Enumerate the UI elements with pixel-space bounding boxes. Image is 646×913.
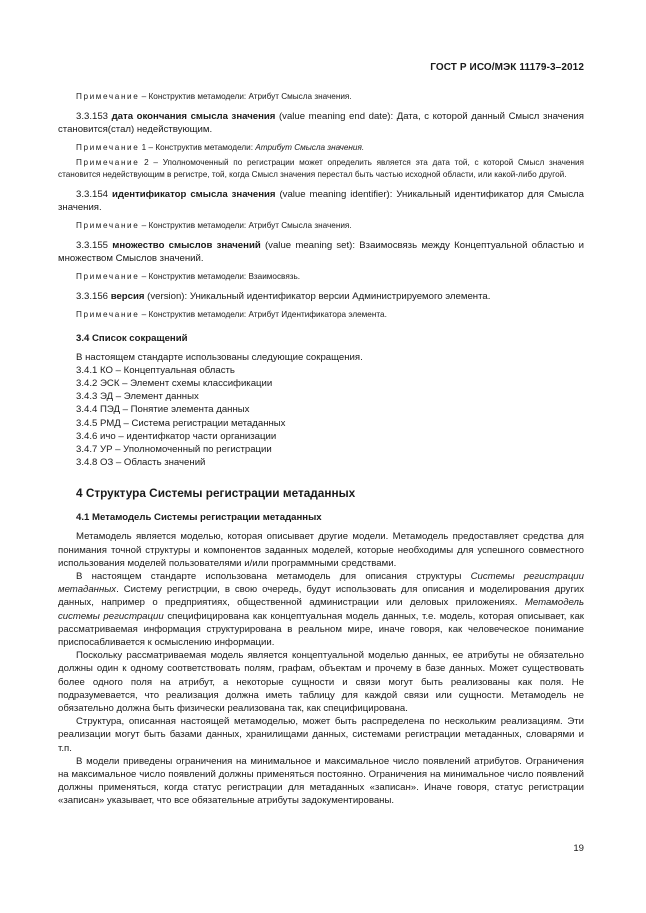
list-item: 3.4.7 УР – Уполномоченный по регистрации: [76, 444, 272, 455]
section-title-abbreviations: 3.4 Список сокращений: [76, 332, 188, 344]
paragraph: Метамодель является моделью, которая описывает другие модели. Метамодель предоставляет средства для понимания точной структуры и компонентов заданных моделей, которые необходимы для успешного совместного использования моделей пользователями и/или программными средствами.: [58, 531, 584, 569]
subsection-title: 4.1 Метамодель Системы регистрации метаданных: [76, 512, 322, 524]
note: Примечание – Конструктив метамодели: Атрибут Идентификатора элемента.: [76, 309, 387, 319]
note: Примечание – Конструктив метамодели: Взаимосвязь.: [76, 272, 301, 282]
paragraph: В настоящем стандарте использована метамодель для описания структуры Системы регистрации метаданных. Систему регистрции, в свою очередь, будут использовать для описания и моделирования других данных, например о предприятиях, общественной администрации или деловых приложениях. Метамодель системы регистрации специфицирована как концептуальная модель данных, т.е. модель, которая описывает, как рассматриваемая информация структурирована в реальном мире, иначе говоря, как человеческое понимание приспосабливается к осмыслению информации.: [58, 571, 584, 649]
note-label: Примечание: [76, 272, 140, 282]
term-3-3-153: 3.3.153 дата окончания смысла значения (value meaning end date): Дата, с которой данный Смысл значения становится(стал) недействующим.: [58, 110, 584, 135]
note-label: Примечание: [76, 309, 140, 319]
note-label: Примечание: [76, 221, 140, 231]
page-content: [58, 91, 584, 808]
note: Примечание 2 – Уполномоченный по регистрации может определить является эта дата той, с которой Смысл значения становится недействующим в регистре, той, когда Смысл значения перестал быть частью исходной области, или какой-либо другой.: [58, 157, 584, 180]
paragraph: В модели приведены ограничения на минимальное и максимальное число появлений атрибутов. Ограничения на максимальное число появлений должны применяться постоянно. Ограничения на минимальное число появлений должны применяться, когда статус регистрации для метаданных «записан». Иначе говоря, статус регистрации «записан» указывает, что все обязательные атрибуты задокументированы.: [58, 755, 584, 807]
list-item: 3.4.8 ОЗ – Область значений: [76, 457, 206, 469]
list-item: 3.4.6 ичо – идентифкатор части организации: [76, 430, 277, 442]
list-item: 3.4.2 ЭСК – Элемент схемы классификации: [76, 377, 273, 389]
note: Примечание – Конструктив метамодели: Атрибут Смысла значения.: [76, 221, 352, 231]
paragraph: Структура, описанная настоящей метамоделью, может быть распределена по нескольким реализациям. Эти реализации могут быть базами данных, хранилищами данных, системами регистрации метаданных, словарями и т.п.: [58, 716, 584, 754]
list-item: 3.4.4 ПЭД – Понятие элемента данных: [76, 404, 250, 416]
term-3-3-154: 3.3.154 идентификатор смысла значения (value meaning identifier): Уникальный идентификатор для Смысла значения.: [58, 188, 584, 213]
chapter-title: 4 Структура Системы регистрации метаданных: [76, 486, 356, 501]
note-label: Примечание: [76, 143, 140, 152]
page-number: 19: [573, 843, 584, 854]
list-item: 3.4.5 РМД – Система регистрации метаданных: [76, 417, 286, 429]
paragraph: Поскольку рассматриваемая модель является концептуальной моделью данных, ее атрибуты не обязательно должны один к одному соответствовать полям, графам, объектам и прочему в базе данных. Может существовать более одного поля на атрибут, а некоторые сущности и связи могут быть реализованы как поля. Не подразумевается, что реализация должна иметь таблицу для каждой связи или сущности. Метамодель не обязательно должна быть физически реализована так, как специфицирована.: [58, 650, 584, 715]
note-label: Примечание: [76, 157, 140, 167]
list-item: 3.4.1 КО – Концептуальная область: [76, 364, 235, 376]
note: Примечание 1 – Конструктив метамодели: Атрибут Смысла значения.: [76, 143, 365, 152]
list-item: 3.4.3 ЭД – Элемент данных: [76, 391, 199, 403]
term-3-3-155: 3.3.155 множество смыслов значений (value meaning set): Взаимосвязь между Концептуальной областью и множеством Смыслов значений.: [58, 239, 584, 264]
abbrev-intro: В настоящем стандарте использованы следующие сокращения.: [76, 351, 363, 363]
note: Примечание – Конструктив метамодели: Атрибут Смысла значения.: [76, 92, 352, 101]
standard-header: ГОСТ Р ИСО/МЭК 11179-3–2012: [430, 62, 584, 73]
abbrev-list: [58, 364, 584, 470]
term-3-3-156: 3.3.156 версия (version): Уникальный идентификатор версии Администрируемого элемента.: [76, 290, 491, 302]
note-label: Примечание: [76, 92, 140, 101]
